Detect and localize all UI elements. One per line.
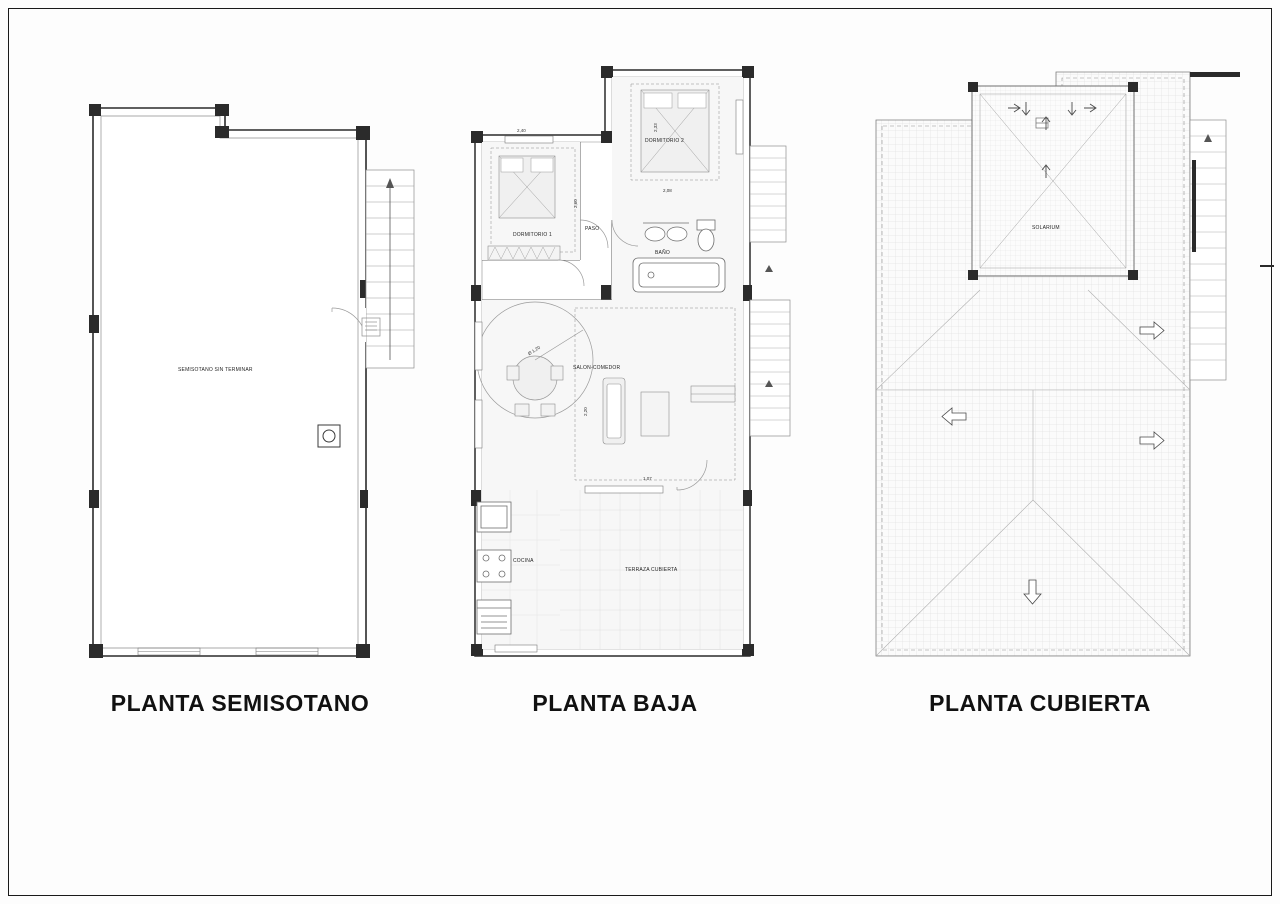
cubierta-canvas — [860, 60, 1220, 660]
dim-dorm1-width: 2,40 — [517, 128, 526, 133]
dim-salon-width: 1,07 — [643, 476, 652, 481]
dim-dorm1-depth: 2,60 — [573, 199, 578, 208]
label-salon-comedor: SALON-COMEDOR — [573, 365, 621, 371]
label-dormitorio-1: DORMITORIO 1 — [513, 232, 552, 238]
label-cocina: COCINA — [513, 558, 534, 564]
plan-cubierta — [860, 60, 1220, 716]
plan-title-cubierta: PLANTA CUBIERTA — [929, 690, 1151, 716]
label-dormitorio-2: DORMITORIO 2 — [645, 138, 684, 144]
label-terraza-cubierta: TERRAZA CUBIERTA — [625, 567, 678, 573]
baja-canvas — [455, 60, 795, 660]
semisotano-room-label: SEMISOTANO SIN TERMINAR — [178, 367, 253, 373]
label-paso: PASO — [585, 226, 600, 232]
semisotano-linework — [60, 60, 420, 660]
label-bano: BAÑO — [655, 250, 670, 256]
plan-semisotano — [60, 60, 420, 716]
plan-title-baja: PLANTA BAJA — [532, 690, 698, 716]
dim-dorm2-depth: 2,33 — [653, 123, 658, 132]
plan-title-semisotano: PLANTA SEMISOTANO — [110, 690, 370, 716]
plan-baja — [455, 60, 795, 716]
dim-salon-depth: 2,20 — [583, 407, 588, 416]
dim-table-diameter: Ø 1,20 — [527, 344, 542, 357]
label-solarium: SOLARIUM — [1032, 225, 1060, 231]
cubierta-linework — [860, 60, 1220, 660]
dim-dorm2-width: 2,08 — [663, 188, 672, 193]
semisotano-canvas — [60, 60, 420, 660]
